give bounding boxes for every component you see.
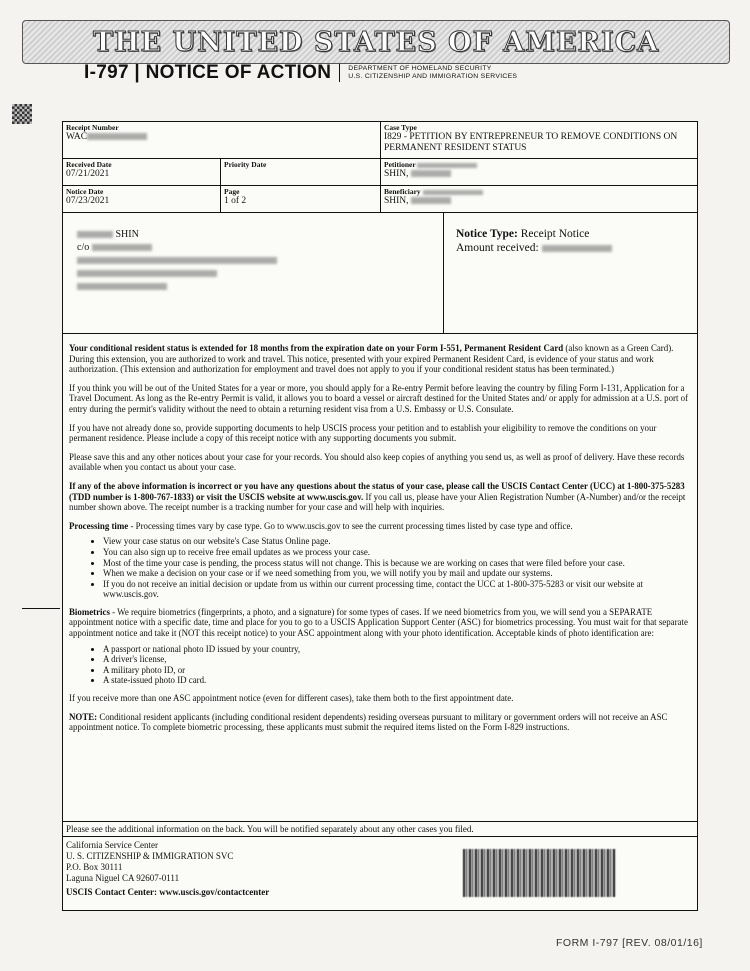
- priority-date-cell: [221, 159, 381, 185]
- dates-row: [63, 159, 697, 186]
- note-paragraph: NOTE: Conditional resident applicants (including conditional resident dependents) residing overseas pursuant to military or government orders will not receive an ASC appointment notice. To complete biometric processing, these applicants must submit the required items listed on the Form I-829 instructions.: [69, 711, 668, 733]
- notice-form: [62, 121, 698, 911]
- office-line-4: Laguna Niguel CA 92607-0111: [66, 873, 180, 883]
- beneficiary-name: SHIN,: [384, 196, 409, 206]
- notice-date-row: [63, 186, 697, 213]
- petitioner-name: SHIN,: [384, 169, 409, 179]
- redacted-text: [77, 283, 167, 290]
- list-item: • You can also sign up to receive free email updates as we process your case.: [103, 547, 694, 558]
- notice-date-label: Notice Date: [66, 187, 104, 196]
- office-line-3: P.O. Box 30111: [66, 862, 123, 872]
- receipt-number: WAC: [66, 132, 88, 142]
- us-banner: [22, 20, 730, 64]
- contact-paragraph: If any of the above information is incorrect or you have any questions about the status of your case, please call the USCIS Contact Center (UCC) at 1-800-375-5283 (TDD number is 1-800-767-1833) or visit the USCIS website at www.uscis.gov. If you call us, please have your Alien Registration Number (A-Number) and/or the receipt number shown above. The receipt number is a tracking number for your case and will help with inquiries.: [69, 480, 686, 513]
- list-item: • A state-issued photo ID card.: [103, 675, 694, 686]
- supporting-docs-paragraph: If you have not already done so, provide supporting documents to help USCIS process your petition and to establish your eligibility to remove the conditions on your permanent residence. Please include a copy of this receipt notice with any supporting documents you submit.: [69, 422, 657, 444]
- addressee-name: SHIN: [115, 229, 139, 240]
- redacted-text: [77, 270, 217, 277]
- notice-type-value: Receipt Notice: [520, 228, 590, 240]
- page-cell: [221, 186, 381, 212]
- receipt-number-label: Receipt Number: [66, 123, 119, 132]
- biometrics-paragraph: Biometrics - We require biometrics (fingerprints, a photo, and a signature) for some types of cases. If we need biometrics from you, we will send you a SEPARATE appointment notice with a specific date, time and place for you to go to a USCIS Application Support Center (ASC) for biometrics processing. You must wait for that separate appointment notice and take it (NOT this receipt notice) to your ASC appointment along with your photo identification. Acceptable kinds of photo identification are:: [69, 606, 688, 639]
- records-paragraph: Please save this and any other notices about your case for your records. You should also keep copies of anything you send us, as well as proof of delivery. Have these records available when you contact us about your case.: [69, 451, 685, 473]
- redacted-text: [87, 133, 147, 140]
- redacted-text: [77, 231, 113, 238]
- page-label: Page: [224, 187, 240, 196]
- amount-label: Amount received:: [456, 242, 539, 254]
- header-divider: [339, 64, 340, 82]
- form-revision: FORM I-797 [REV. 08/01/16]: [556, 937, 703, 949]
- list-item: • A passport or national photo ID issued by your country,: [103, 644, 694, 655]
- mailing-address: [63, 213, 444, 333]
- service-center-address: [63, 837, 369, 910]
- back-note: Please see the additional information on the back. You will be notified separately about any other cases you filed.: [63, 822, 697, 837]
- form-title: I-797 | NOTICE OF ACTION: [84, 62, 332, 83]
- received-date-cell: [63, 159, 221, 185]
- notice-date: 07/23/2021: [66, 196, 110, 206]
- banner-text: THE UNITED STATES OF AMERICA: [92, 26, 660, 58]
- redacted-text: [417, 163, 477, 168]
- petitioner-label: Petitioner: [384, 160, 694, 169]
- notice-date-cell: [63, 186, 221, 212]
- list-item: • View your case status on our website's Case Status Online page.: [103, 536, 694, 547]
- list-item: • A driver's license,: [103, 654, 694, 665]
- asc-paragraph: If you receive more than one ASC appointment notice (even for different cases), take them both to the first appointment date.: [69, 693, 514, 704]
- list-item: • When we make a decision on your case or if we need something from you, we will notify you by mail and update our systems.: [103, 568, 694, 579]
- reentry-paragraph: If you think you will be out of the United States for a year or more, you should apply for a Re-entry Permit before leaving the country by filing Form I-131, Application for a Travel Document. As long as the Re-entry Permit is valid, it allows you to board a vessel or aircraft destined for the United States and/ or apply for admission at a U.S. port of entry during the permit's validity without the need to obtain a returning resident visa from a U.S. Embassy or U.S. Consulate.: [69, 382, 689, 414]
- redacted-text: [542, 245, 612, 252]
- qr-stamp-icon: [12, 104, 32, 124]
- redacted-text: [92, 244, 152, 251]
- department-name: [348, 65, 517, 81]
- received-date-label: Received Date: [66, 160, 112, 169]
- list-item: • A military photo ID, or: [103, 665, 694, 676]
- office-line-1: California Service Center: [66, 840, 158, 850]
- redacted-text: [77, 257, 277, 264]
- petitioner-cell: [381, 159, 697, 185]
- redacted-text: [411, 170, 451, 177]
- dept-line-2: U.S. CITIZENSHIP AND IMMIGRATION SERVICES: [348, 73, 518, 80]
- receipt-number-cell: [63, 122, 381, 158]
- redacted-text: [411, 197, 451, 204]
- notice-body: [63, 334, 697, 822]
- list-item: • If you do not receive an initial decision or update from us within our current processing time, contact the UCC at 1-800-375-5283 or visit our website at www.uscis.gov.: [103, 579, 694, 600]
- office-line-2: U. S. CITIZENSHIP & IMMIGRATION SVC: [66, 851, 234, 861]
- processing-time-paragraph: Processing time - Processing times vary by case type. Go to www.uscis.gov to see the current processing times listed by case type and office.: [69, 520, 573, 531]
- priority-date-label: Priority Date: [224, 160, 267, 169]
- notice-type-box: [444, 213, 624, 333]
- beneficiary-label: Beneficiary: [384, 187, 694, 196]
- dept-line-1: DEPARTMENT OF HOMELAND SECURITY: [348, 65, 492, 72]
- receipt-row: [63, 122, 697, 159]
- case-type-cell: [381, 122, 697, 158]
- contact-center-link[interactable]: USCIS Contact Center: www.uscis.gov/contactcenter: [66, 887, 270, 897]
- address-line-2: c/o: [77, 242, 90, 253]
- margin-mark: [22, 608, 60, 609]
- id-list: [69, 644, 694, 686]
- notice-type-label: Notice Type:: [456, 228, 518, 240]
- beneficiary-cell: [381, 186, 697, 212]
- extension-paragraph: Your conditional resident status is extended for 18 months from the expiration date on your Form I-551, Permanent Resident Card (also known as a Green Card). During this extension, you are authorized to work and travel. This notice, presented with your expired Permanent Resident Card, is evidence of your status and work authorization. (This extension and authorization for employment and travel does not apply to you if your conditional resident status has been terminated.): [69, 343, 674, 375]
- processing-list: [69, 536, 694, 600]
- page-number: 1 of 2: [224, 196, 247, 206]
- address-row: [63, 213, 697, 334]
- received-date: 07/21/2021: [66, 169, 110, 179]
- case-type-label: Case Type: [384, 123, 417, 132]
- redacted-text: [423, 190, 483, 195]
- list-item: • Most of the time your case is pending, the process status will not change. This is because we are working on cases that were filed before your case.: [103, 558, 694, 569]
- notice-header: [84, 62, 517, 84]
- barcode-icon: [463, 849, 616, 897]
- case-type: I829 - PETITION BY ENTREPRENEUR TO REMOVE CONDITIONS ON PERMANENT RESIDENT STATUS: [384, 132, 678, 153]
